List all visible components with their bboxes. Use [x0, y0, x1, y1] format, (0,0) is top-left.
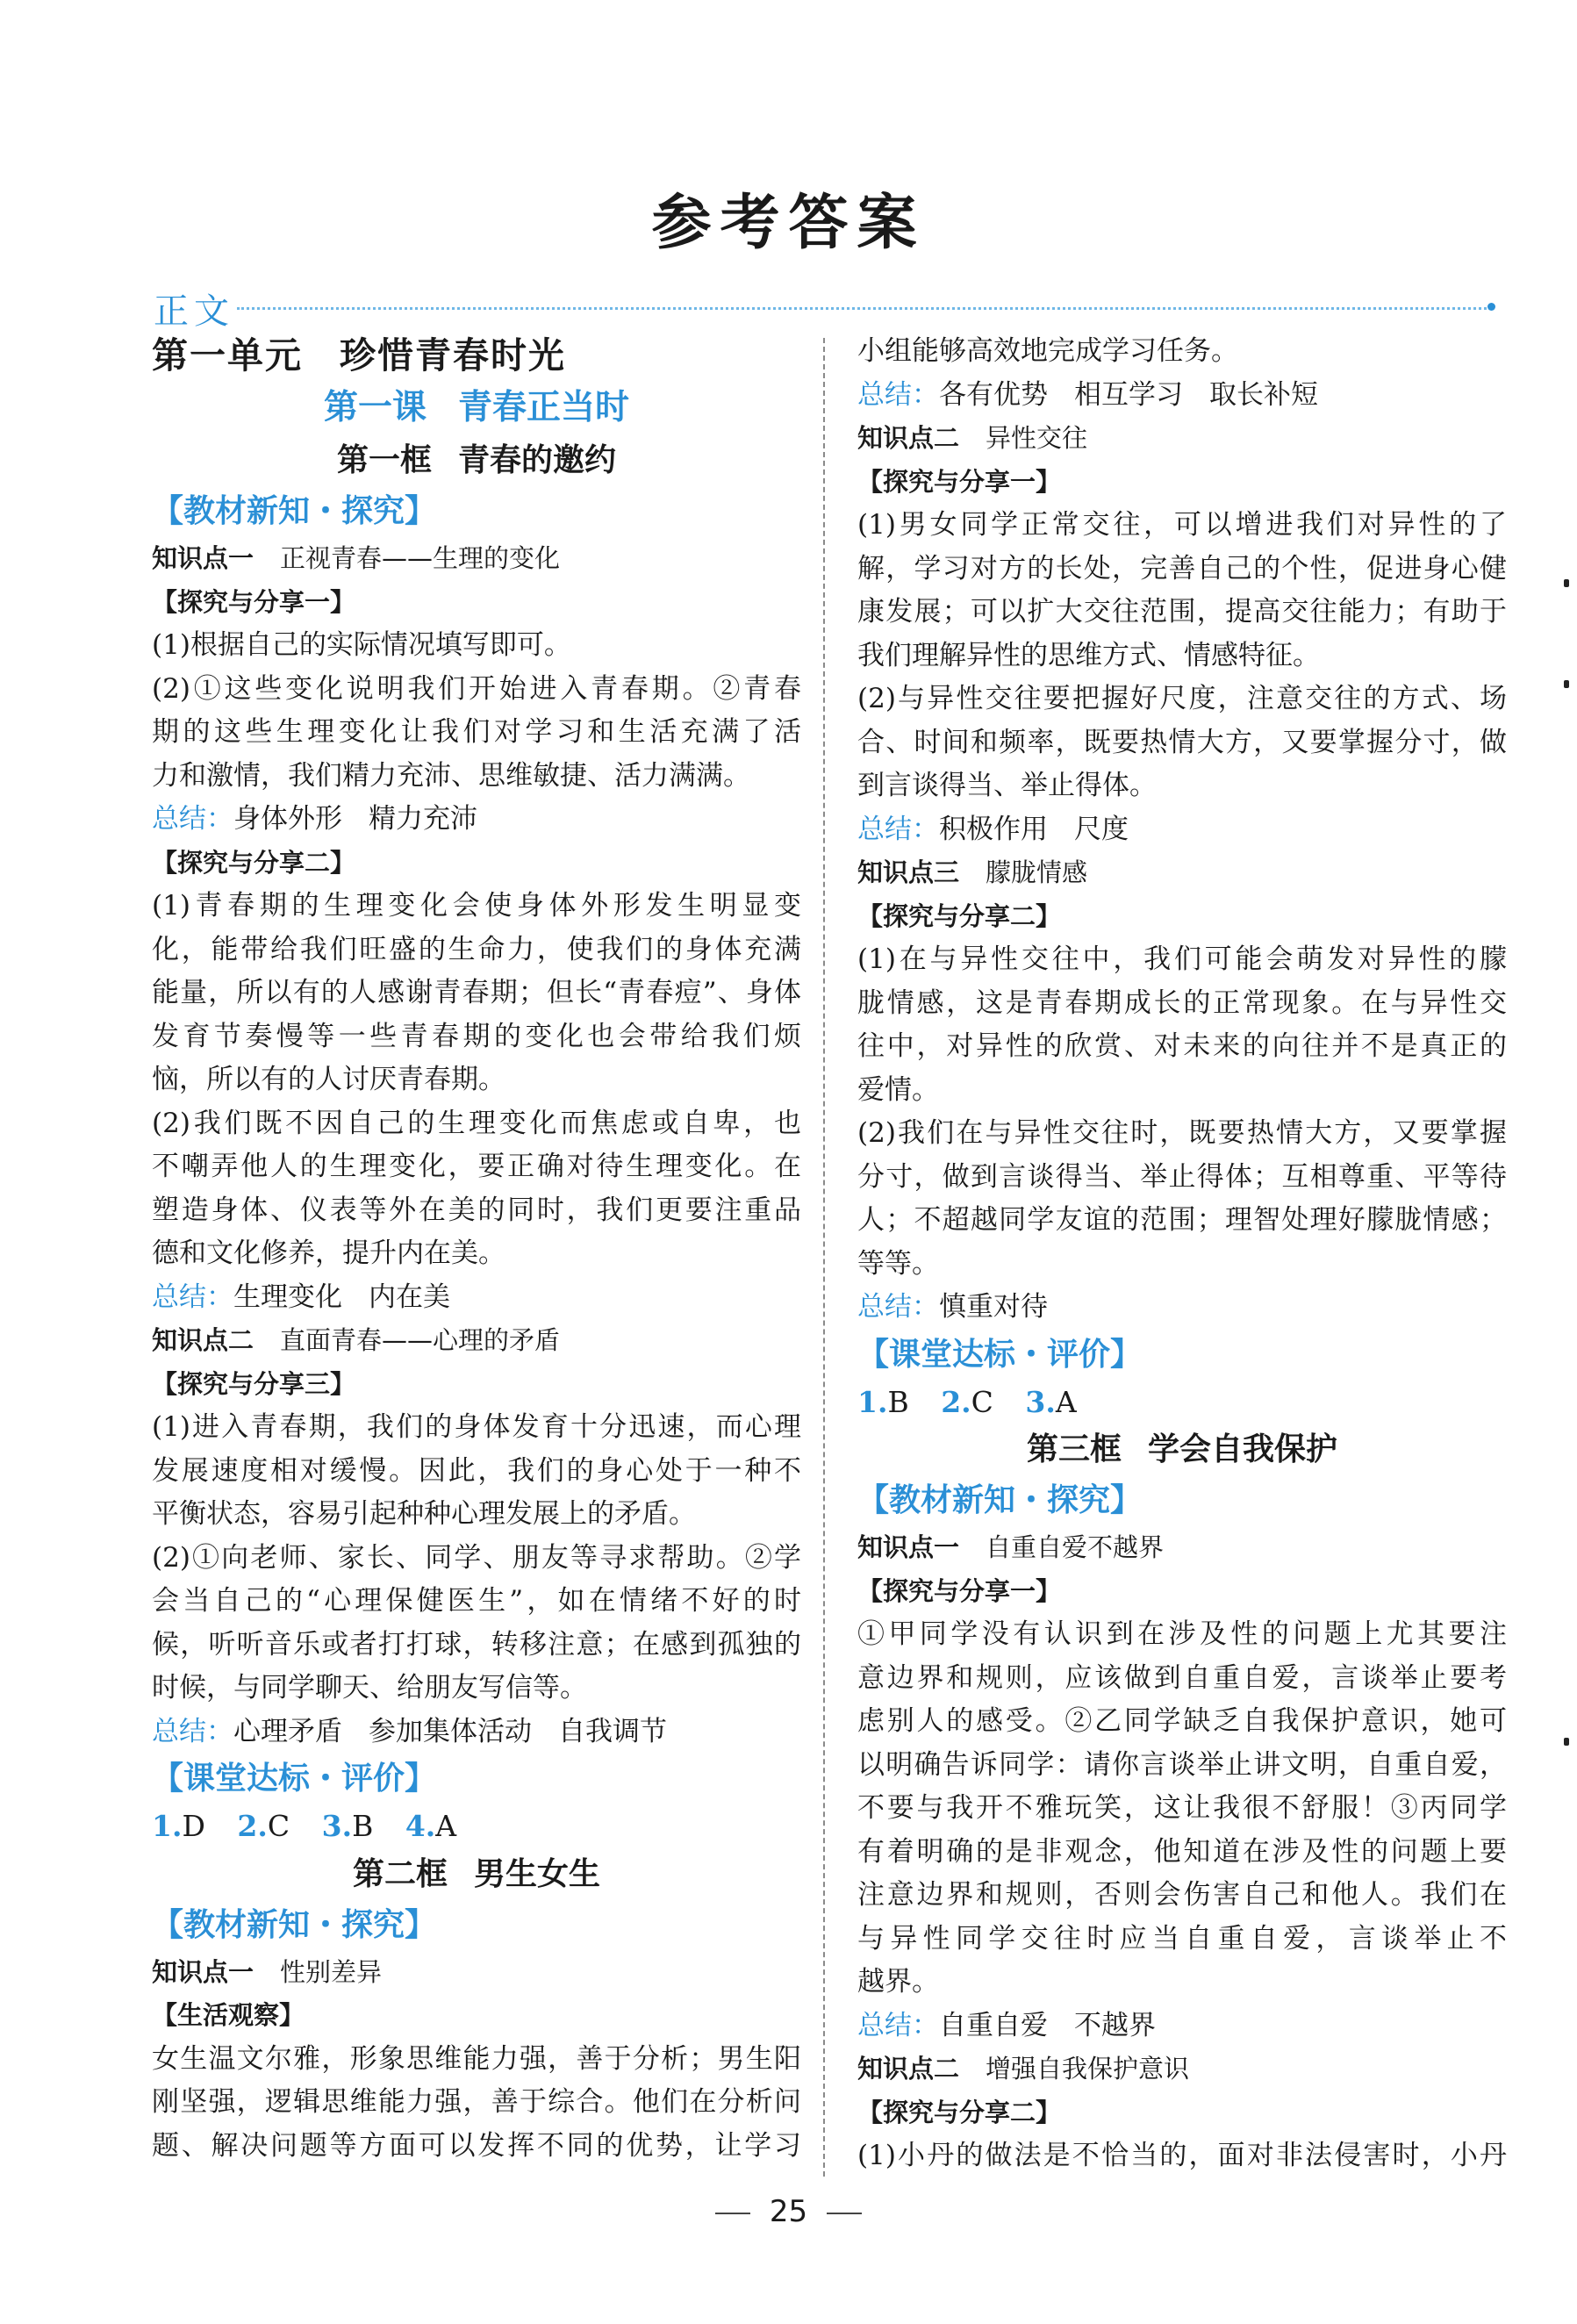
answer-number: 3.	[321, 1809, 353, 1843]
answer-value: C	[267, 1809, 290, 1843]
summary-term: 生理变化	[233, 1280, 342, 1313]
knowledge-point-heading	[857, 417, 1507, 461]
text-line: 意边界和规则，应该做到自重自爱，言谈举止要考	[857, 1661, 1507, 1694]
answer-value: B	[352, 1809, 374, 1843]
knowledge-point-text: 正视青春——生理的变化	[280, 543, 561, 573]
text-line: (1)根据自己的实际情况填写即可。	[152, 629, 571, 661]
answer-number: 3.	[1025, 1384, 1056, 1419]
text-line: 不嘲弄他人的生理变化，要正确对待生理变化。在	[152, 1151, 801, 1182]
frame-number: 第二框	[352, 1855, 448, 1892]
frame-number: 第三框	[1026, 1431, 1122, 1467]
text-line: (2)①向老师、家长、同学、朋友等寻求帮助。②学	[152, 1541, 801, 1574]
page-number-dash	[715, 2213, 750, 2214]
answer-number: 1.	[857, 1384, 888, 1419]
text-line: 有着明确的是非观念，他知道在涉及性的问题上要	[857, 1835, 1507, 1868]
text-line: 爱情。	[857, 1073, 939, 1106]
summary-term: 尺度	[1074, 813, 1129, 845]
subsection-heading: 【探究与分享二】	[152, 847, 356, 878]
text-line: 刚坚强，逻辑思维能力强，善于综合。他们在分析问	[152, 2086, 801, 2118]
knowledge-point-label: 知识点二	[152, 1325, 254, 1355]
answer-number: 2.	[237, 1809, 268, 1843]
answer-list	[152, 1804, 801, 1848]
frame-title: 青春的邀约	[458, 442, 617, 478]
subsection-heading: 【探究与分享一】	[857, 1575, 1062, 1606]
subsection-heading: 【生活观察】	[152, 2000, 305, 2030]
text-line: ①甲同学没有认识到在涉及性的问题上尤其要注	[857, 1618, 1507, 1650]
right-column	[857, 330, 1507, 2178]
top-dotted-rule	[237, 307, 1492, 310]
answer-list	[857, 1381, 1507, 1424]
answer-value: C	[971, 1384, 993, 1419]
text-line: (2)我们既不因自己的生理变化而焦虑或自卑，也	[152, 1107, 801, 1139]
knowledge-point-heading	[857, 1526, 1507, 1570]
answer-value: A	[1055, 1384, 1077, 1419]
summary-label: 总结：	[857, 1291, 939, 1323]
text-line: (2)①这些变化说明我们开始进入青春期。②青春	[152, 672, 801, 705]
subsection-heading: 【探究与分享一】	[857, 466, 1062, 497]
text-line: 不要与我开不雅玩笑，这让我很不舒服！③丙同学	[857, 1792, 1507, 1824]
text-line: (1)男女同学正常交往，可以增进我们对异性的了	[857, 509, 1507, 541]
summary-term: 各有优势	[939, 378, 1048, 411]
knowledge-point-text: 异性交往	[986, 423, 1088, 453]
summary-term: 内在美	[369, 1280, 450, 1313]
knowledge-point-text: 增强自我保护意识	[986, 2054, 1190, 2084]
text-line: 合、时间和频率，既要热情大方，又要掌握分寸，做	[857, 726, 1507, 758]
summary-term: 自重自爱	[939, 2009, 1048, 2041]
summary-line	[857, 1286, 1507, 1330]
page-number	[0, 2194, 1577, 2229]
text-line: 以明确告诉同学：请你言谈举止讲文明，自重自爱，	[857, 1748, 1507, 1781]
frame-title: 男生女生	[474, 1855, 601, 1892]
text-line: 时候，与同学聊天、给朋友写信等。	[152, 1672, 587, 1704]
frame-heading	[152, 434, 801, 486]
text-line: 虑别人的感受。②乙同学缺乏自我保护意识，她可	[857, 1705, 1507, 1737]
margin-mark	[1564, 1738, 1569, 1746]
text-line: 分寸，做到言谈得当、举止得体；互相尊重、平等待	[857, 1160, 1507, 1193]
summary-term: 不越界	[1074, 2009, 1156, 2041]
margin-mark	[1564, 680, 1569, 688]
unit-heading	[152, 330, 801, 382]
text-line: 等等。	[857, 1247, 939, 1280]
margin-mark	[1564, 579, 1569, 587]
summary-line	[152, 798, 801, 842]
text-line: 人；不超越同学友谊的范围；理智处理好朦胧情感；	[857, 1204, 1507, 1236]
subsection-heading: 【探究与分享三】	[152, 1368, 356, 1399]
text-line: 发育节奏慢等一些青春期的变化也会带给我们烦	[152, 1020, 801, 1052]
summary-label: 总结：	[152, 1280, 233, 1313]
text-line: (1)小丹的做法是不恰当的，面对非法侵害时，小丹	[857, 2140, 1507, 2171]
knowledge-point-text: 直面青春——心理的矛盾	[280, 1325, 561, 1355]
lesson-title: 青春正当时	[458, 388, 630, 427]
answer-number: 4.	[405, 1809, 436, 1843]
text-line: 越界。	[857, 1966, 939, 1998]
summary-term: 心理矛盾	[233, 1715, 342, 1747]
lesson-heading	[152, 382, 801, 434]
section-banner: 【课堂达标・评价】	[857, 1336, 1143, 1373]
summary-term: 慎重对待	[939, 1291, 1048, 1323]
section-banner: 【教材新知・探究】	[152, 1906, 437, 1943]
section-banner: 【教材新知・探究】	[152, 493, 437, 529]
text-line: 往中，对异性的欣赏、对未来的向往并不是真正的	[857, 1030, 1507, 1062]
knowledge-point-label: 知识点一	[152, 543, 254, 573]
text-line: (2)我们在与异性交往时，既要热情大方，又要掌握	[857, 1117, 1507, 1149]
text-line: 德和文化修养，提升内在美。	[152, 1237, 505, 1269]
left-column	[152, 330, 801, 2168]
knowledge-point-label: 知识点一	[857, 1532, 960, 1562]
text-line: 化，能带给我们旺盛的生命力，使我们的身体充满	[152, 933, 801, 965]
summary-term: 参加集体活动	[369, 1715, 532, 1747]
knowledge-point-heading	[152, 1319, 801, 1363]
summary-term: 取长补短	[1209, 378, 1318, 411]
text-line: (2)与异性交往要把握好尺度，注意交往的方式、场	[857, 683, 1507, 714]
summary-line	[857, 374, 1507, 418]
section-tag: 正文	[154, 291, 234, 332]
knowledge-point-label: 知识点二	[857, 423, 960, 453]
knowledge-point-heading	[857, 2048, 1507, 2091]
text-line: 与异性同学交往时应当自重自爱，言谈举止不	[857, 1922, 1507, 1955]
answer-number: 2.	[941, 1384, 971, 1419]
unit-number: 第一单元	[152, 334, 303, 377]
summary-label: 总结：	[152, 1715, 233, 1747]
text-line: 到言谈得当、举止得体。	[857, 770, 1157, 801]
lesson-number: 第一课	[323, 388, 427, 427]
text-line: 能量，所以有的人感谢青春期；但长“青春痘”、身体	[152, 977, 801, 1008]
knowledge-point-heading	[152, 537, 801, 581]
text-line: (1)进入青春期，我们的身体发育十分迅速，而心理	[152, 1411, 801, 1443]
answer-number: 1.	[152, 1809, 183, 1843]
summary-line	[857, 2005, 1507, 2048]
answer-value: A	[435, 1809, 457, 1843]
text-line: 小组能够高效地完成学习任务。	[857, 335, 1238, 367]
knowledge-point-text: 自重自爱不越界	[986, 1532, 1165, 1562]
text-line: (1)在与异性交往中，我们可能会萌发对异性的朦	[857, 943, 1507, 975]
answer-value: B	[887, 1384, 909, 1419]
subsection-heading: 【探究与分享二】	[857, 2097, 1062, 2127]
knowledge-point-label: 知识点二	[857, 2054, 960, 2084]
answer-value: D	[182, 1809, 205, 1843]
page-number-dash	[827, 2213, 862, 2214]
text-line: 期的这些生理变化让我们对学习和生活充满了活	[152, 716, 801, 748]
section-banner: 【课堂达标・评价】	[152, 1761, 437, 1797]
summary-line	[152, 1711, 801, 1754]
frame-number: 第一框	[336, 442, 432, 478]
knowledge-point-text: 性别差异	[280, 1956, 383, 1987]
knowledge-point-label: 知识点三	[857, 857, 960, 887]
knowledge-point-text: 朦胧情感	[986, 857, 1088, 887]
text-line: 平衡状态，容易引起种种心理发展上的矛盾。	[152, 1498, 696, 1530]
text-line: 题、解决问题等方面可以发挥不同的优势，让学习	[152, 2129, 801, 2162]
knowledge-point-label: 知识点一	[152, 1956, 254, 1987]
text-line: 我们理解异性的思维方式、情感特征。	[857, 639, 1320, 671]
unit-title: 珍惜青春时光	[340, 334, 566, 377]
text-line: 候，听听音乐或者打打球，转移注意；在感到孤独的	[152, 1628, 801, 1661]
text-line: 塑造身体、仪表等外在美的同时，我们更要注重品	[152, 1194, 801, 1226]
summary-term: 积极作用	[939, 813, 1048, 845]
rule-end-dot	[1487, 303, 1495, 311]
page-number-value: 25	[769, 2194, 808, 2229]
text-line: 发展速度相对缓慢。因此，我们的身心处于一种不	[152, 1454, 801, 1487]
text-line: (1)青春期的生理变化会使身体外形发生明显变	[152, 890, 801, 922]
text-line: 会当自己的“心理保健医生”，如在情绪不好的时	[152, 1585, 801, 1617]
summary-term: 相互学习	[1074, 378, 1183, 411]
summary-line	[857, 808, 1507, 852]
column-divider	[823, 338, 825, 2177]
text-line: 力和激情，我们精力充沛、思维敏捷、活力满满。	[152, 759, 750, 792]
knowledge-point-heading	[857, 851, 1507, 895]
summary-line	[152, 1276, 801, 1320]
summary-term: 身体外形	[233, 803, 342, 835]
summary-label: 总结：	[152, 803, 233, 835]
summary-label: 总结：	[857, 378, 939, 411]
section-banner: 【教材新知・探究】	[857, 1482, 1143, 1518]
subsection-heading: 【探究与分享一】	[152, 586, 356, 617]
frame-heading	[152, 1848, 801, 1900]
text-line: 恼，所以有的人讨厌青春期。	[152, 1064, 505, 1095]
text-line: 解，学习对方的长处，完善自己的个性，促进身心健	[857, 552, 1507, 585]
summary-term: 自我调节	[558, 1715, 667, 1747]
text-line: 女生温文尔雅，形象思维能力强，善于分析；男生阳	[152, 2042, 801, 2075]
page-title: 参考答案	[651, 189, 926, 258]
frame-heading	[857, 1424, 1507, 1475]
subsection-heading: 【探究与分享二】	[857, 900, 1062, 931]
summary-label: 总结：	[857, 2009, 939, 2041]
knowledge-point-heading	[152, 1951, 801, 1995]
summary-term: 精力充沛	[369, 803, 477, 835]
frame-title: 学会自我保护	[1148, 1431, 1338, 1467]
text-line: 注意边界和规则，否则会伤害自己和他人。我们在	[857, 1879, 1507, 1911]
summary-label: 总结：	[857, 813, 939, 845]
text-line: 康发展；可以扩大交往范围，提高交往能力；有助于	[857, 596, 1507, 628]
text-line: 胧情感，这是青春期成长的正常现象。在与异性交	[857, 986, 1507, 1019]
